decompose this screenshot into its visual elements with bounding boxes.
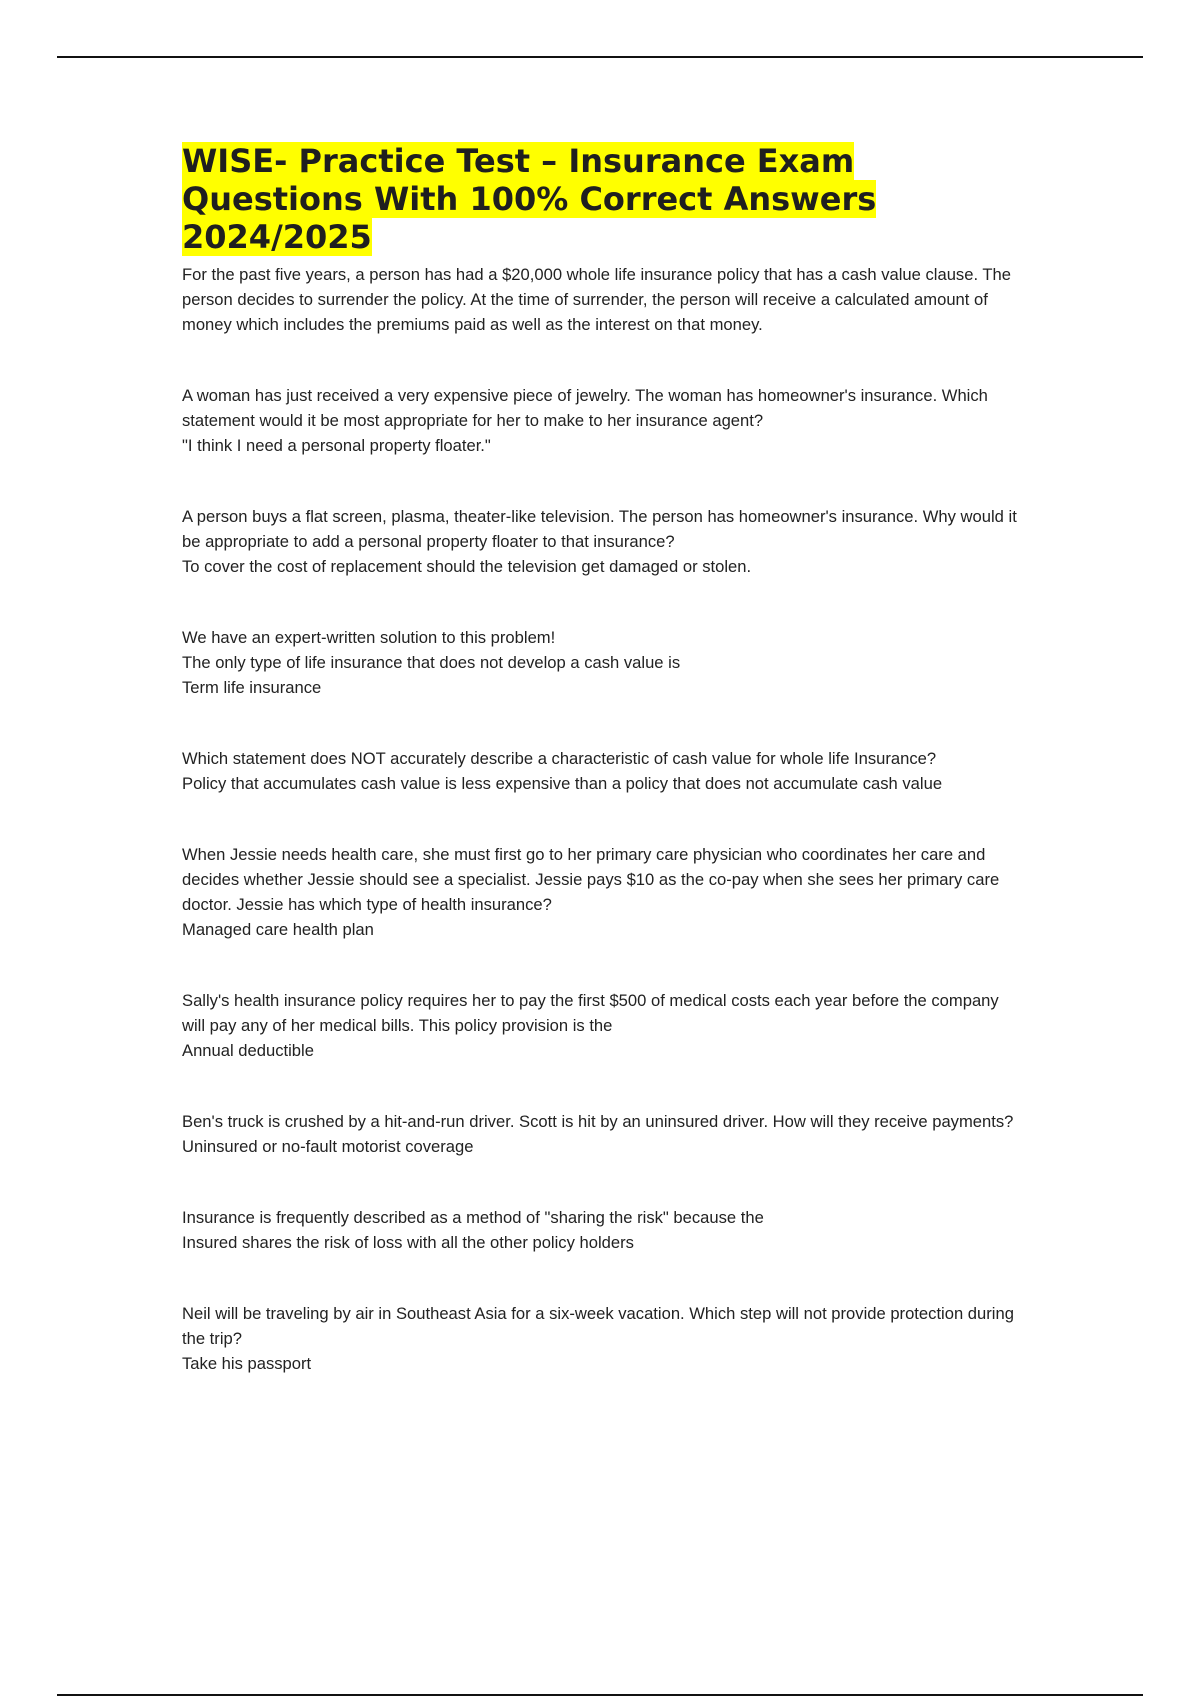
qa-line: Which statement does NOT accurately describe a characteristic of cash value for whole life Insurance? xyxy=(182,749,937,768)
qa-item xyxy=(182,383,1022,458)
qa-line: The only type of life insurance that does not develop a cash value is xyxy=(182,653,681,672)
qa-line: When Jessie needs health care, she must first go to her primary care physician who coordinates her care and decides whether Jessie should see a specialist. Jessie pays $10 as the co-pay when she sees her primary care doctor. Jessie has which type of health insurance? xyxy=(182,845,1000,914)
qa-item xyxy=(182,504,1022,579)
qa-item xyxy=(182,625,1022,700)
qa-line: Neil will be traveling by air in Southeast Asia for a six-week vacation. Which step will not provide protection during the trip? xyxy=(182,1304,1014,1348)
document-body xyxy=(182,142,1022,1422)
qa-line: "I think I need a personal property floater." xyxy=(182,436,491,455)
header-rule xyxy=(57,56,1143,58)
qa-line: We have an expert-written solution to this problem! xyxy=(182,628,556,647)
qa-line: Managed care health plan xyxy=(182,920,374,939)
qa-item xyxy=(182,1301,1022,1376)
qa-line: Policy that accumulates cash value is less expensive than a policy that does not accumulate cash value xyxy=(182,774,943,793)
title-highlight: WISE- Practice Test – Insurance Exam Questions With 100% Correct Answers 2024/2025 xyxy=(182,142,877,256)
qa-line: To cover the cost of replacement should the television get damaged or stolen. xyxy=(182,557,752,576)
qa-line: Uninsured or no-fault motorist coverage xyxy=(182,1137,474,1156)
qa-line: Ben's truck is crushed by a hit-and-run driver. Scott is hit by an uninsured driver. How will they receive payments? xyxy=(182,1112,1014,1131)
qa-line: A person buys a flat screen, plasma, theater-like television. The person has homeowner's insurance. Why would it be appropriate to add a personal property floater to that insurance? xyxy=(182,507,1017,551)
qa-item xyxy=(182,746,1022,796)
qa-line: Insured shares the risk of loss with all the other policy holders xyxy=(182,1233,634,1252)
qa-list xyxy=(182,262,1022,1376)
qa-line: Term life insurance xyxy=(182,678,322,697)
qa-line: Annual deductible xyxy=(182,1041,314,1060)
qa-line: For the past five years, a person has had a $20,000 whole life insurance policy that has a cash value clause. The person decides to surrender the policy. At the time of surrender, the person will receive a calculated amount of money which includes the premiums paid as well as the interest on that money. xyxy=(182,265,1011,334)
qa-item xyxy=(182,988,1022,1063)
qa-item xyxy=(182,1205,1022,1255)
qa-line: Insurance is frequently described as a method of "sharing the risk" because the xyxy=(182,1208,764,1227)
qa-item xyxy=(182,262,1022,337)
footer-rule xyxy=(57,1694,1143,1696)
qa-item xyxy=(182,842,1022,942)
qa-line: A woman has just received a very expensive piece of jewelry. The woman has homeowner's insurance. Which statement would it be most appropriate for her to make to her insurance agent? xyxy=(182,386,988,430)
qa-item xyxy=(182,1109,1022,1159)
document-title xyxy=(182,142,1022,256)
qa-line: Sally's health insurance policy requires her to pay the first $500 of medical costs each year before the company will pay any of her medical bills. This policy provision is the xyxy=(182,991,999,1035)
qa-line: Take his passport xyxy=(182,1354,312,1373)
